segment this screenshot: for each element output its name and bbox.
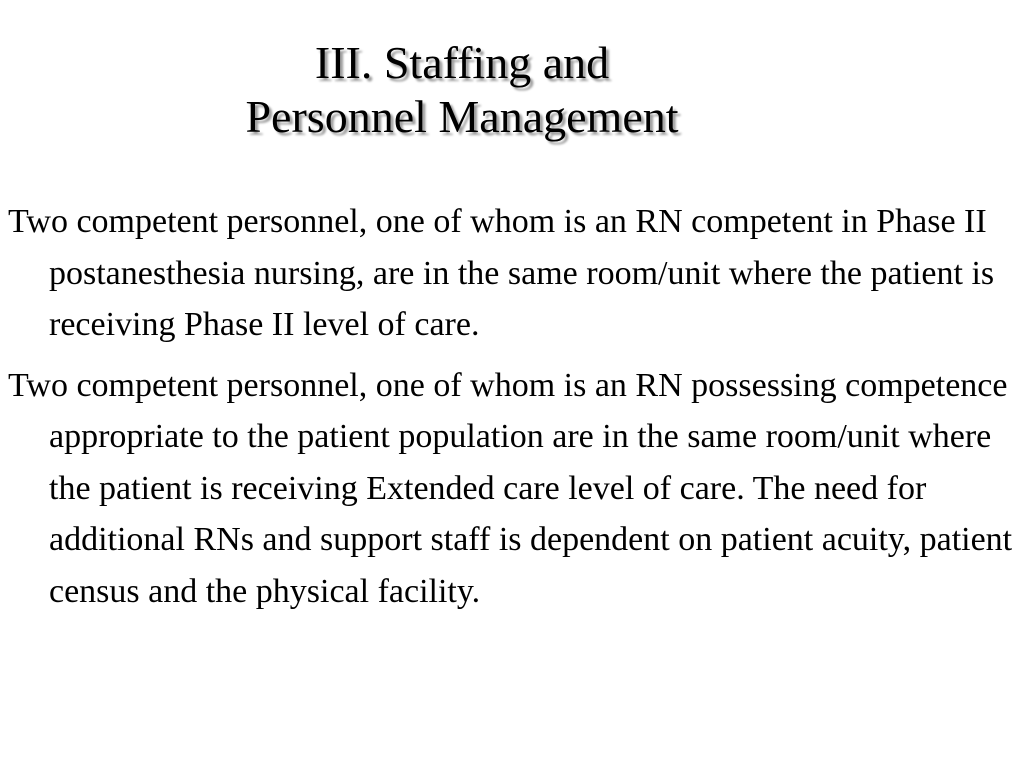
- paragraph-phase-ii: Two competent personnel, one of whom is an RN competent in Phase II postanesthesia nursing, are in the same room/unit where the patient is receiving Phase II level of care.: [8, 203, 995, 343]
- title-line-2: Personnel Management: [245, 91, 679, 142]
- slide-title: [0, 36, 924, 144]
- title-line-1: III. Staffing and: [314, 37, 610, 88]
- slide-body: [8, 196, 1013, 626]
- paragraph-extended-care: Two competent personnel, one of whom is an RN possessing competence appropriate to the patient population are in the same room/unit where the patient is receiving Extended care level of care. The need for additional RNs and support staff is dependent on patient acuity, patient census and the physical facility.: [8, 366, 1013, 610]
